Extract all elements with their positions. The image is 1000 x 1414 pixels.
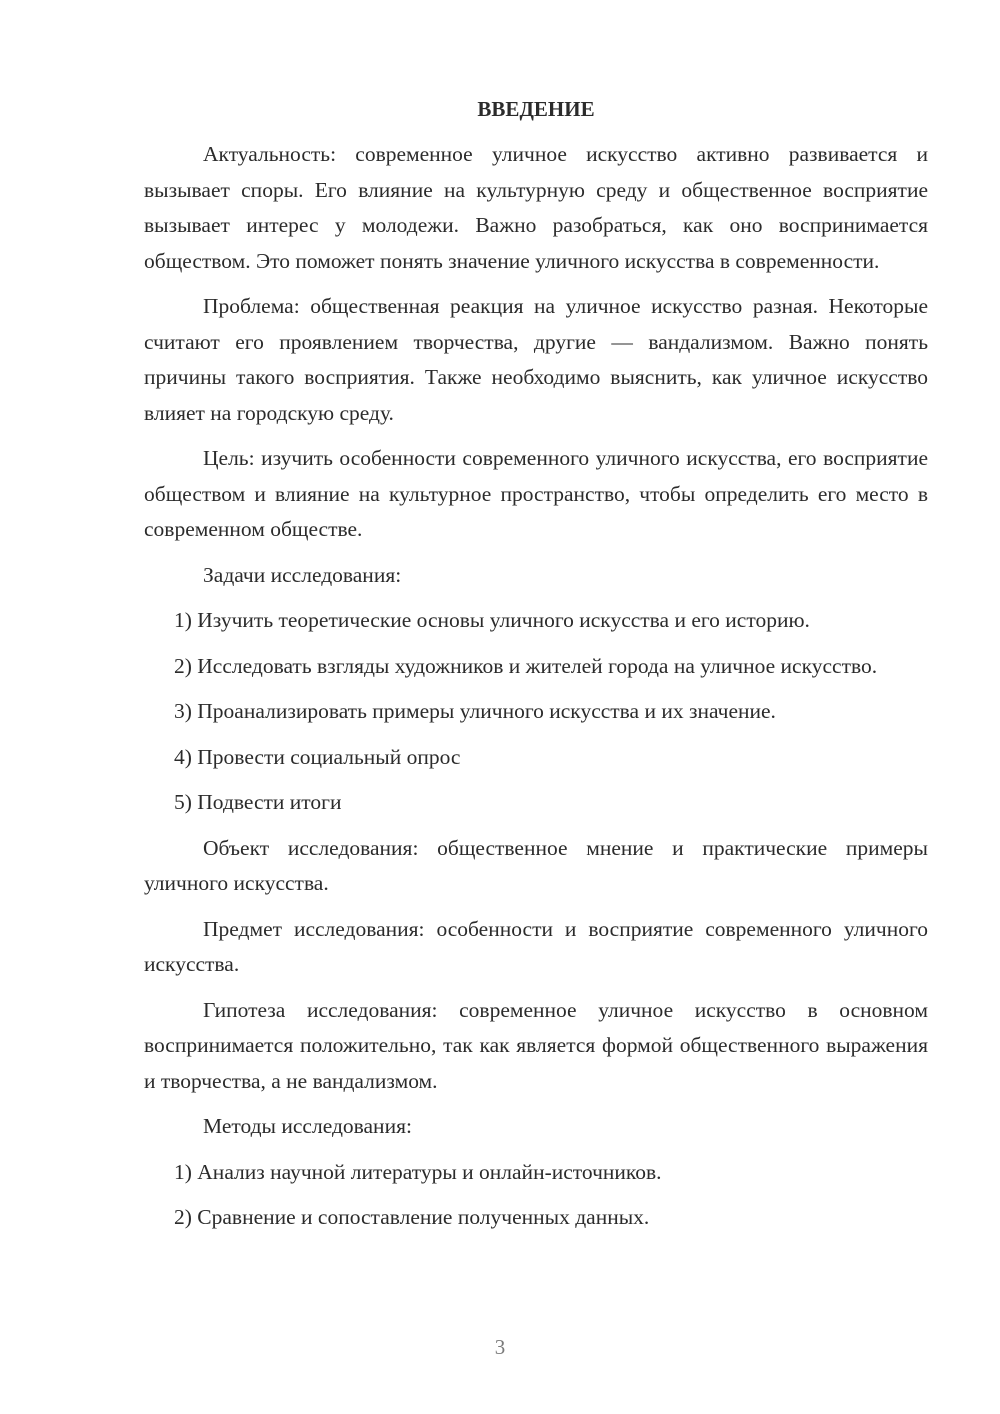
task-item: 5) Подвести итоги xyxy=(174,790,342,814)
task-item: 1) Изучить теоретические основы уличного искусства и его историю. xyxy=(174,608,810,632)
task-item: 4) Провести социальный опрос xyxy=(174,744,461,769)
paragraph-relevance: Актуальность: современное уличное искусство активно развивается и вызывает споры. Его влияние на культурную среду и общественное восприятие вызывает интерес у молодежи. Важно разобраться, как оно воспринимается обществом. Это поможет понять значение уличного искусства в современности. xyxy=(144,142,928,273)
page-content xyxy=(144,92,928,1246)
tasks-heading: Задачи исследования: xyxy=(203,562,402,587)
method-item: 2) Сравнение и сопоставление полученных данных. xyxy=(174,1205,650,1229)
task-item: 3) Проанализировать примеры уличного искусства и их значение. xyxy=(174,699,776,723)
paragraph-hypothesis: Гипотеза исследования: современное уличное искусство в основном воспринимается положительно, так как является формой общественного выражения и творчества, а не вандализмом. xyxy=(144,997,928,1093)
paragraph-object: Объект исследования: общественное мнение и практические примеры уличного искусства. xyxy=(144,835,928,895)
paragraph-problem: Проблема: общественная реакция на уличное искусство разная. Некоторые считают его проявлением творчества, другие — вандализмом. Важно понять причины такого восприятия. Также необходимо выяснить, как уличное искусство влияет на городскую среду. xyxy=(144,294,928,425)
paragraph-goal: Цель: изучить особенности современного уличного искусства, его восприятие обществом и влияние на культурное пространство, чтобы определить его место в современном обществе. xyxy=(144,446,928,541)
task-item: 2) Исследовать взгляды художников и жителей города на уличное искусство. xyxy=(174,653,878,678)
methods-heading: Методы исследования: xyxy=(203,1114,412,1138)
page-title: ВВЕДЕНИЕ xyxy=(477,97,595,121)
page-number: 3 xyxy=(494,1335,506,1359)
paragraph-subject: Предмет исследования: особенности и восприятие современного уличного искусства. xyxy=(144,916,928,976)
method-item: 1) Анализ научной литературы и онлайн-источников. xyxy=(174,1159,662,1184)
